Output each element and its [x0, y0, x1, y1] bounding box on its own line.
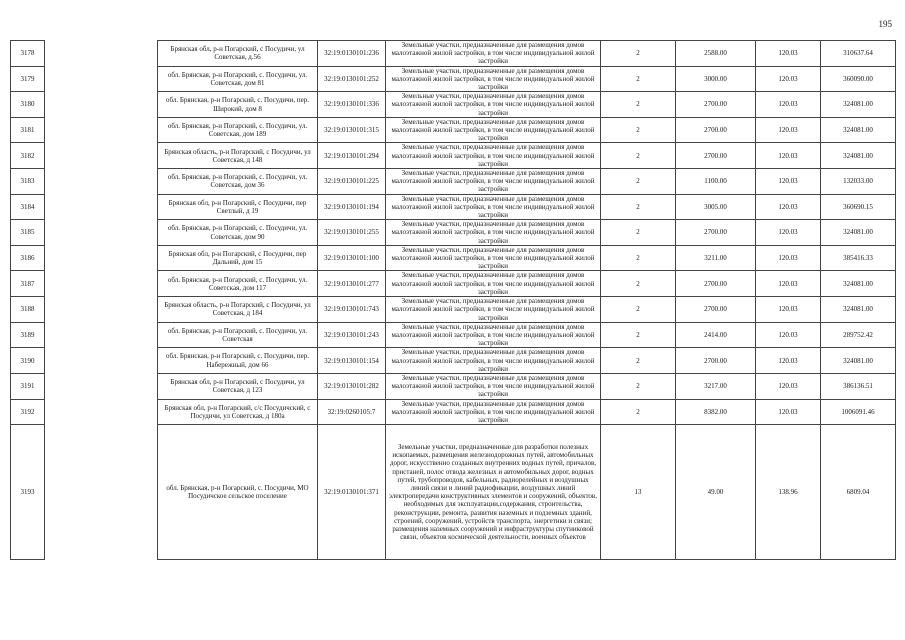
table-row — [11, 220, 896, 246]
group-number-cell: 2 — [601, 373, 676, 399]
table-row — [11, 117, 896, 143]
cadastral-value-cell: 289752.42 — [821, 322, 896, 348]
gap-cell — [45, 169, 158, 195]
area-cell: 2700.00 — [676, 92, 756, 118]
gap-cell — [45, 322, 158, 348]
group-number-cell: 2 — [601, 297, 676, 323]
table-row — [11, 348, 896, 374]
gap-cell — [45, 425, 158, 560]
permitted-use-cell: Земельные участки, предназначенные для размещения домов малоэтажной жилой застройки, в том числе индивидуальной жилой застройки — [386, 117, 601, 143]
cadastral-number-cell: 32:19:0130101:194 — [318, 194, 386, 220]
cadastral-number-cell: 32:19:0130101:255 — [318, 220, 386, 246]
gap-cell — [45, 399, 158, 425]
table-row — [11, 425, 896, 560]
address-cell: обл. Брянская, р-н Погарский, с. Посудичи, ул. Советская, дом 117 — [158, 271, 318, 297]
cadastral-value-cell: 360690.15 — [821, 194, 896, 220]
land-registry-table — [10, 40, 896, 560]
table-row — [11, 271, 896, 297]
permitted-use-cell: Земельные участки, предназначенные для размещения домов малоэтажной жилой застройки, в том числе индивидуальной жилой застройки — [386, 194, 601, 220]
permitted-use-cell: Земельные участки, предназначенные для размещения домов малоэтажной жилой застройки, в том числе индивидуальной жилой застройки — [386, 373, 601, 399]
rate-cell: 120.03 — [756, 399, 821, 425]
address-cell: Брянская обл, р-н Погарский, с/с Посудичский, с Посудичи, ул Советская, д 180а — [158, 399, 318, 425]
cadastral-value-cell: 324081.00 — [821, 297, 896, 323]
table-row — [11, 322, 896, 348]
row-number-cell: 3180 — [11, 92, 45, 118]
cadastral-value-cell: 324081.00 — [821, 92, 896, 118]
cadastral-value-cell: 324081.00 — [821, 348, 896, 374]
gap-cell — [45, 271, 158, 297]
group-number-cell: 2 — [601, 117, 676, 143]
area-cell: 3211.00 — [676, 245, 756, 271]
row-number-cell: 3186 — [11, 245, 45, 271]
cadastral-number-cell: 32:19:0130101:252 — [318, 66, 386, 92]
area-cell: 3217.00 — [676, 373, 756, 399]
permitted-use-cell: Земельные участки, предназначенные для размещения домов малоэтажной жилой застройки, в том числе индивидуальной жилой застройки — [386, 169, 601, 195]
address-cell: обл. Брянская, р-н Погарский, с. Посудичи, МО Посудичское сельское поселение — [158, 425, 318, 560]
row-number-cell: 3185 — [11, 220, 45, 246]
cadastral-value-cell: 386136.51 — [821, 373, 896, 399]
rate-cell: 138.96 — [756, 425, 821, 560]
table-row — [11, 297, 896, 323]
group-number-cell: 13 — [601, 425, 676, 560]
rate-cell: 120.03 — [756, 271, 821, 297]
address-cell: обл. Брянская, р-н Погарский, с. Посудичи, ул. Советская, дом 81 — [158, 66, 318, 92]
area-cell: 2700.00 — [676, 143, 756, 169]
row-number-cell: 3183 — [11, 169, 45, 195]
table-row — [11, 66, 896, 92]
permitted-use-cell: Земельные участки, предназначенные для размещения домов малоэтажной жилой застройки, в том числе индивидуальной жилой застройки — [386, 92, 601, 118]
table-row — [11, 399, 896, 425]
group-number-cell: 2 — [601, 245, 676, 271]
area-cell: 2588.00 — [676, 41, 756, 67]
gap-cell — [45, 41, 158, 67]
table-row — [11, 143, 896, 169]
area-cell: 2414.00 — [676, 322, 756, 348]
row-number-cell: 3178 — [11, 41, 45, 67]
gap-cell — [45, 348, 158, 374]
cadastral-number-cell: 32:19:0130101:282 — [318, 373, 386, 399]
area-cell: 2700.00 — [676, 220, 756, 246]
rate-cell: 120.03 — [756, 348, 821, 374]
table-row — [11, 41, 896, 67]
group-number-cell: 2 — [601, 399, 676, 425]
cadastral-number-cell: 32:19:0130101:315 — [318, 117, 386, 143]
rate-cell: 120.03 — [756, 143, 821, 169]
group-number-cell: 2 — [601, 92, 676, 118]
row-number-cell: 3182 — [11, 143, 45, 169]
permitted-use-cell: Земельные участки, предназначенные для размещения домов малоэтажной жилой застройки, в том числе индивидуальной жилой застройки — [386, 41, 601, 67]
row-number-cell: 3191 — [11, 373, 45, 399]
row-number-cell: 3190 — [11, 348, 45, 374]
gap-cell — [45, 220, 158, 246]
permitted-use-cell: Земельные участки, предназначенные для разработки полезных ископаемых, размещения железнодорожных путей, автомобильных дорог, искусственно созданных внутренних водных путей, причалов, пристаней, полос отвода железных и автомобильных дорог, водных путей, трубопроводов, кабельных, радиорелейных и воздушных линий связи и линий радиофикации, воздушных линий электропередачи конструктивных элементов и сооружений, объектов, необходимых для эксплуатации,содержания, строительства, реконструкции, ремонта, развития наземных и подземных зданий, строений, сооружений, устройств транспорта, энергетики и связи; размещения наземных сооружений и инфраструктуры спутниковой связи, объектов космической деятельности, военных объектов — [386, 425, 601, 560]
cadastral-value-cell: 324081.00 — [821, 271, 896, 297]
gap-cell — [45, 117, 158, 143]
group-number-cell: 2 — [601, 348, 676, 374]
permitted-use-cell: Земельные участки, предназначенные для размещения домов малоэтажной жилой застройки, в том числе индивидуальной жилой застройки — [386, 245, 601, 271]
gap-cell — [45, 373, 158, 399]
cadastral-value-cell: 324081.00 — [821, 117, 896, 143]
cadastral-number-cell: 32:19:0130101:225 — [318, 169, 386, 195]
page-number: 195 — [878, 19, 892, 29]
table-row — [11, 194, 896, 220]
permitted-use-cell: Земельные участки, предназначенные для размещения домов малоэтажной жилой застройки, в том числе индивидуальной жилой застройки — [386, 143, 601, 169]
rate-cell: 120.03 — [756, 373, 821, 399]
rate-cell: 120.03 — [756, 194, 821, 220]
area-cell: 2700.00 — [676, 297, 756, 323]
cadastral-number-cell: 32:19:0130101:743 — [318, 297, 386, 323]
gap-cell — [45, 297, 158, 323]
permitted-use-cell: Земельные участки, предназначенные для размещения домов малоэтажной жилой застройки, в том числе индивидуальной жилой застройки — [386, 297, 601, 323]
row-number-cell: 3187 — [11, 271, 45, 297]
area-cell: 49.00 — [676, 425, 756, 560]
row-number-cell: 3181 — [11, 117, 45, 143]
row-number-cell: 3189 — [11, 322, 45, 348]
area-cell: 8382.00 — [676, 399, 756, 425]
gap-cell — [45, 245, 158, 271]
rate-cell: 120.03 — [756, 92, 821, 118]
rate-cell: 120.03 — [756, 41, 821, 67]
rate-cell: 120.03 — [756, 322, 821, 348]
cadastral-number-cell: 32:19:0260105:7 — [318, 399, 386, 425]
cadastral-value-cell: 132033.00 — [821, 169, 896, 195]
address-cell: обл. Брянская, р-н Погарский, с. Посудичи, ул. Советская, дом 36 — [158, 169, 318, 195]
row-number-cell: 3188 — [11, 297, 45, 323]
address-cell: Брянская обл, р-н Погарский, с Посудичи, пер Светлый, д 19 — [158, 194, 318, 220]
area-cell: 1100.00 — [676, 169, 756, 195]
table-row — [11, 169, 896, 195]
address-cell: обл. Брянская, р-н Погарский, с. Посудичи, пер. Набережный, дом 66 — [158, 348, 318, 374]
cadastral-value-cell: 360090.00 — [821, 66, 896, 92]
permitted-use-cell: Земельные участки, предназначенные для размещения домов малоэтажной жилой застройки, в том числе индивидуальной жилой застройки — [386, 399, 601, 425]
rate-cell: 120.03 — [756, 245, 821, 271]
rate-cell: 120.03 — [756, 297, 821, 323]
cadastral-number-cell: 32:19:0130101:336 — [318, 92, 386, 118]
cadastral-value-cell: 1006091.46 — [821, 399, 896, 425]
address-cell: обл. Брянская, р-н Погарский, с. Посудичи, ул. Советская, дом 189 — [158, 117, 318, 143]
cadastral-number-cell: 32:19:0130101:236 — [318, 41, 386, 67]
gap-cell — [45, 92, 158, 118]
group-number-cell: 2 — [601, 194, 676, 220]
address-cell: Брянская область, р-н Погарский, с Посудичи, ул Советская, д 184 — [158, 297, 318, 323]
cadastral-number-cell: 32:19:0130101:243 — [318, 322, 386, 348]
table-row — [11, 373, 896, 399]
cadastral-number-cell: 32:19:0130101:294 — [318, 143, 386, 169]
area-cell: 2700.00 — [676, 271, 756, 297]
permitted-use-cell: Земельные участки, предназначенные для размещения домов малоэтажной жилой застройки, в том числе индивидуальной жилой застройки — [386, 66, 601, 92]
rate-cell: 120.03 — [756, 220, 821, 246]
table-row — [11, 92, 896, 118]
group-number-cell: 2 — [601, 143, 676, 169]
group-number-cell: 2 — [601, 66, 676, 92]
table-row — [11, 245, 896, 271]
gap-cell — [45, 194, 158, 220]
cadastral-value-cell: 6809.04 — [821, 425, 896, 560]
address-cell: Брянская обл, р-н Погарский, с Посудичи, ул Советская, д.56 — [158, 41, 318, 67]
cadastral-number-cell: 32:19:0130101:371 — [318, 425, 386, 560]
row-number-cell: 3179 — [11, 66, 45, 92]
cadastral-number-cell: 32:19:0130101:100 — [318, 245, 386, 271]
group-number-cell: 2 — [601, 271, 676, 297]
permitted-use-cell: Земельные участки, предназначенные для размещения домов малоэтажной жилой застройки, в том числе индивидуальной жилой застройки — [386, 322, 601, 348]
permitted-use-cell: Земельные участки, предназначенные для размещения домов малоэтажной жилой застройки, в том числе индивидуальной жилой застройки — [386, 348, 601, 374]
address-cell: обл. Брянская, р-н Погарский, с. Посудичи, ул. Советская, дом 90 — [158, 220, 318, 246]
group-number-cell: 2 — [601, 220, 676, 246]
address-cell: Брянская обл, р-н Погарский, с Посудичи, ул Советская, д 123 — [158, 373, 318, 399]
cadastral-number-cell: 32:19:0130101:154 — [318, 348, 386, 374]
rate-cell: 120.03 — [756, 117, 821, 143]
area-cell: 2700.00 — [676, 348, 756, 374]
gap-cell — [45, 143, 158, 169]
area-cell: 2700.00 — [676, 117, 756, 143]
group-number-cell: 2 — [601, 322, 676, 348]
area-cell: 3005.00 — [676, 194, 756, 220]
permitted-use-cell: Земельные участки, предназначенные для размещения домов малоэтажной жилой застройки, в том числе индивидуальной жилой застройки — [386, 220, 601, 246]
row-number-cell: 3193 — [11, 425, 45, 560]
rate-cell: 120.03 — [756, 66, 821, 92]
cadastral-value-cell: 385416.33 — [821, 245, 896, 271]
row-number-cell: 3184 — [11, 194, 45, 220]
address-cell: Брянская обл, р-н Погарский, с Посудичи, пер Дальний, дом 15 — [158, 245, 318, 271]
rate-cell: 120.03 — [756, 169, 821, 195]
row-number-cell: 3192 — [11, 399, 45, 425]
cadastral-value-cell: 310637.64 — [821, 41, 896, 67]
cadastral-value-cell: 324081.00 — [821, 143, 896, 169]
address-cell: Брянская область, р-н Погарский, с Посудичи, ул Советская, д 148 — [158, 143, 318, 169]
gap-cell — [45, 66, 158, 92]
address-cell: обл. Брянская, р-н Погарский, с. Посудичи, ул. Советская — [158, 322, 318, 348]
address-cell: обл. Брянская, р-н Погарский, с. Посудичи, пер. Широкий, дом 8 — [158, 92, 318, 118]
area-cell: 3000.00 — [676, 66, 756, 92]
cadastral-value-cell: 324081.00 — [821, 220, 896, 246]
group-number-cell: 2 — [601, 41, 676, 67]
group-number-cell: 2 — [601, 169, 676, 195]
permitted-use-cell: Земельные участки, предназначенные для размещения домов малоэтажной жилой застройки, в том числе индивидуальной жилой застройки — [386, 271, 601, 297]
cadastral-number-cell: 32:19:0130101:277 — [318, 271, 386, 297]
